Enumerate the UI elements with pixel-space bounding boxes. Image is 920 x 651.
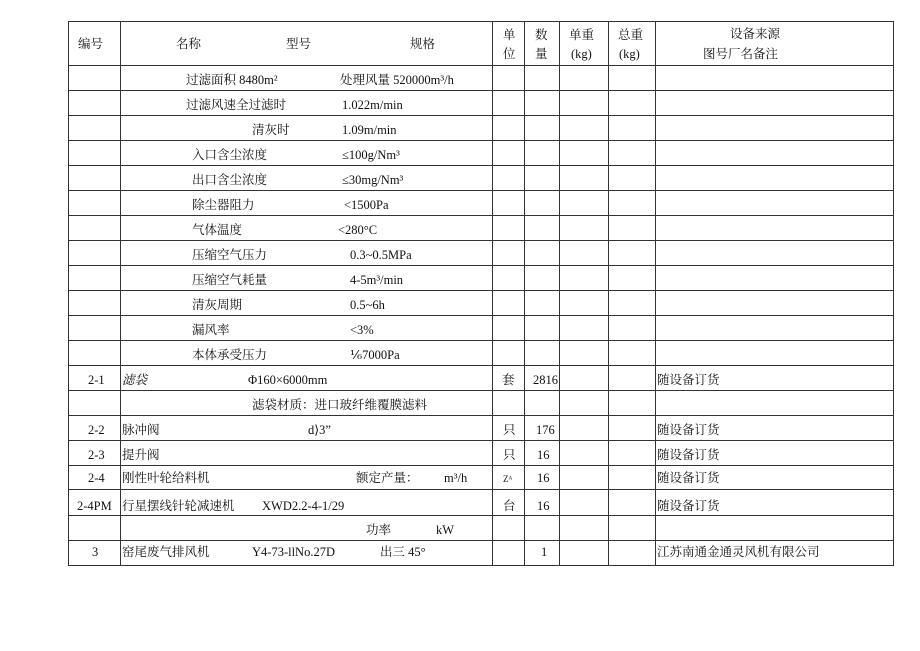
item-name: 行星摆线针轮减速机 bbox=[122, 499, 235, 513]
grid-line bbox=[68, 465, 894, 466]
grid-line bbox=[68, 21, 894, 22]
header-source-bottom: 图号厂名备注 bbox=[703, 47, 779, 61]
item-no: 2-2 bbox=[88, 423, 105, 437]
grid-line bbox=[608, 21, 609, 566]
item-no: 2-3 bbox=[88, 448, 105, 462]
spec-label: 入口含尘浓度 bbox=[192, 148, 268, 162]
spec-label: 压缩空气压力 bbox=[192, 248, 268, 262]
header-source-top: 设备来源 bbox=[730, 27, 781, 41]
header-unit-bottom: 位 bbox=[503, 47, 516, 61]
item-no: 2-4PM bbox=[77, 499, 112, 513]
grid-line bbox=[68, 215, 894, 216]
grid-line bbox=[68, 265, 894, 266]
grid-line bbox=[655, 21, 656, 566]
header-unit-weight-bottom: (kg) bbox=[571, 47, 592, 61]
spec-label: 本体承受压力 bbox=[192, 348, 268, 362]
spec-label: 清灰时 bbox=[252, 123, 290, 137]
item-name: 脉冲阀 bbox=[122, 423, 160, 437]
grid-line bbox=[68, 390, 894, 391]
header-no: 编号 bbox=[78, 37, 104, 51]
grid-line bbox=[68, 489, 894, 490]
spec-value: 处理风量 520000m³/h bbox=[340, 73, 454, 87]
spec-value: 0.3~0.5MPa bbox=[350, 248, 412, 262]
spec-label: 清灰周期 bbox=[192, 298, 243, 312]
grid-line bbox=[68, 515, 894, 516]
item-qty: 16 bbox=[537, 448, 550, 462]
equipment-table bbox=[68, 21, 894, 566]
item-qty: 16 bbox=[537, 499, 550, 513]
spec-label: 除尘器阻力 bbox=[192, 198, 255, 212]
spec-label: 漏风率 bbox=[192, 323, 230, 337]
item-unit: 只 bbox=[503, 448, 516, 462]
item-spec-unit: m³/h bbox=[444, 471, 468, 485]
grid-line bbox=[524, 21, 525, 566]
item-qty: 2816 bbox=[533, 373, 558, 387]
power-unit: kW bbox=[436, 523, 455, 537]
item-no: 2-1 bbox=[88, 373, 105, 387]
spec-label: 压缩空气耗量 bbox=[192, 273, 268, 287]
spec-value: <3% bbox=[350, 323, 374, 337]
spec-label: 过滤面积 8480m² bbox=[186, 73, 278, 87]
grid-line bbox=[68, 65, 894, 66]
spec-label: 气体温度 bbox=[192, 223, 243, 237]
item-spec-extra: 出三 45° bbox=[380, 545, 426, 559]
header-unit-top: 单 bbox=[503, 28, 516, 42]
spec-value: <280°C bbox=[338, 223, 378, 237]
grid-line bbox=[492, 21, 493, 566]
header-name: 名称 bbox=[176, 37, 202, 51]
item-unit: 只 bbox=[503, 423, 516, 437]
spec-value: <1500Pa bbox=[344, 198, 389, 212]
spec-label: 过滤风速全过滤时 bbox=[186, 98, 287, 112]
grid-line bbox=[68, 440, 894, 441]
spec-value: 1.022m/min bbox=[342, 98, 403, 112]
item-unit: Zᴬ bbox=[503, 474, 513, 484]
grid-line bbox=[68, 90, 894, 91]
item-qty: 176 bbox=[536, 423, 555, 437]
header-unit-weight-top: 单重 bbox=[569, 28, 595, 42]
header-qty-top: 数 bbox=[535, 28, 548, 42]
item-name: 刚性叶轮给料机 bbox=[122, 471, 210, 485]
item-spec: XWD2.2-4-1/29 bbox=[262, 499, 345, 513]
item-unit: 台 bbox=[503, 499, 516, 513]
spec-value: ≤100g/Nm³ bbox=[342, 148, 400, 162]
spec-value: 1.09m/min bbox=[342, 123, 397, 137]
grid-line bbox=[68, 290, 894, 291]
grid-line bbox=[68, 140, 894, 141]
spec-value: ≤30mg/Nm³ bbox=[342, 173, 404, 187]
header-total-weight-bottom: (kg) bbox=[619, 47, 640, 61]
grid-line bbox=[68, 340, 894, 341]
item-source: 随设备订货 bbox=[657, 423, 720, 437]
item-source: 随设备订货 bbox=[657, 373, 720, 387]
item-name: 窑尾废气排风机 bbox=[122, 545, 210, 559]
grid-line bbox=[68, 115, 894, 116]
grid-line bbox=[893, 21, 894, 566]
item-qty: 1 bbox=[541, 545, 548, 559]
item-spec-label: 额定产量： bbox=[356, 471, 419, 485]
spec-value: 4-5m³/min bbox=[350, 273, 404, 287]
spec-value: ⅙7000Pa bbox=[350, 348, 400, 362]
item-no: 3 bbox=[92, 545, 99, 559]
item-name: 提升阀 bbox=[122, 448, 160, 462]
grid-line bbox=[68, 21, 69, 566]
grid-line bbox=[68, 415, 894, 416]
item-spec: Y4-73-llNo.27D bbox=[252, 545, 335, 559]
item-source: 随设备订货 bbox=[657, 499, 720, 513]
item-qty: 16 bbox=[537, 471, 550, 485]
item-no: 2-4 bbox=[88, 471, 105, 485]
item-spec: d⟩3” bbox=[308, 423, 331, 437]
item-source: 江苏南通金通灵风机有限公司 bbox=[657, 545, 820, 559]
spec-value: 0.5~6h bbox=[350, 298, 385, 312]
grid-line bbox=[68, 165, 894, 166]
spec-label: 出口含尘浓度 bbox=[192, 173, 268, 187]
header-spec: 规格 bbox=[410, 37, 436, 51]
grid-line bbox=[120, 21, 121, 566]
item-spec: Φ160×6000mm bbox=[248, 373, 328, 387]
item-source: 随设备订货 bbox=[657, 448, 720, 462]
item-source: 随设备订货 bbox=[657, 471, 720, 485]
header-model: 型号 bbox=[286, 37, 312, 51]
grid-line bbox=[68, 565, 894, 566]
header-qty-bottom: 量 bbox=[535, 47, 548, 61]
grid-line bbox=[68, 315, 894, 316]
grid-line bbox=[559, 21, 560, 566]
item-note: 滤袋材质：进口玻纤维覆膜滤料 bbox=[252, 398, 428, 412]
grid-line bbox=[68, 190, 894, 191]
power-label: 功率 bbox=[366, 523, 392, 537]
item-unit: 套 bbox=[502, 373, 515, 387]
header-total-weight-top: 总重 bbox=[618, 28, 644, 42]
grid-line bbox=[68, 365, 894, 366]
item-name: 滤袋 bbox=[122, 373, 148, 387]
grid-line bbox=[68, 240, 894, 241]
grid-line bbox=[68, 540, 894, 541]
